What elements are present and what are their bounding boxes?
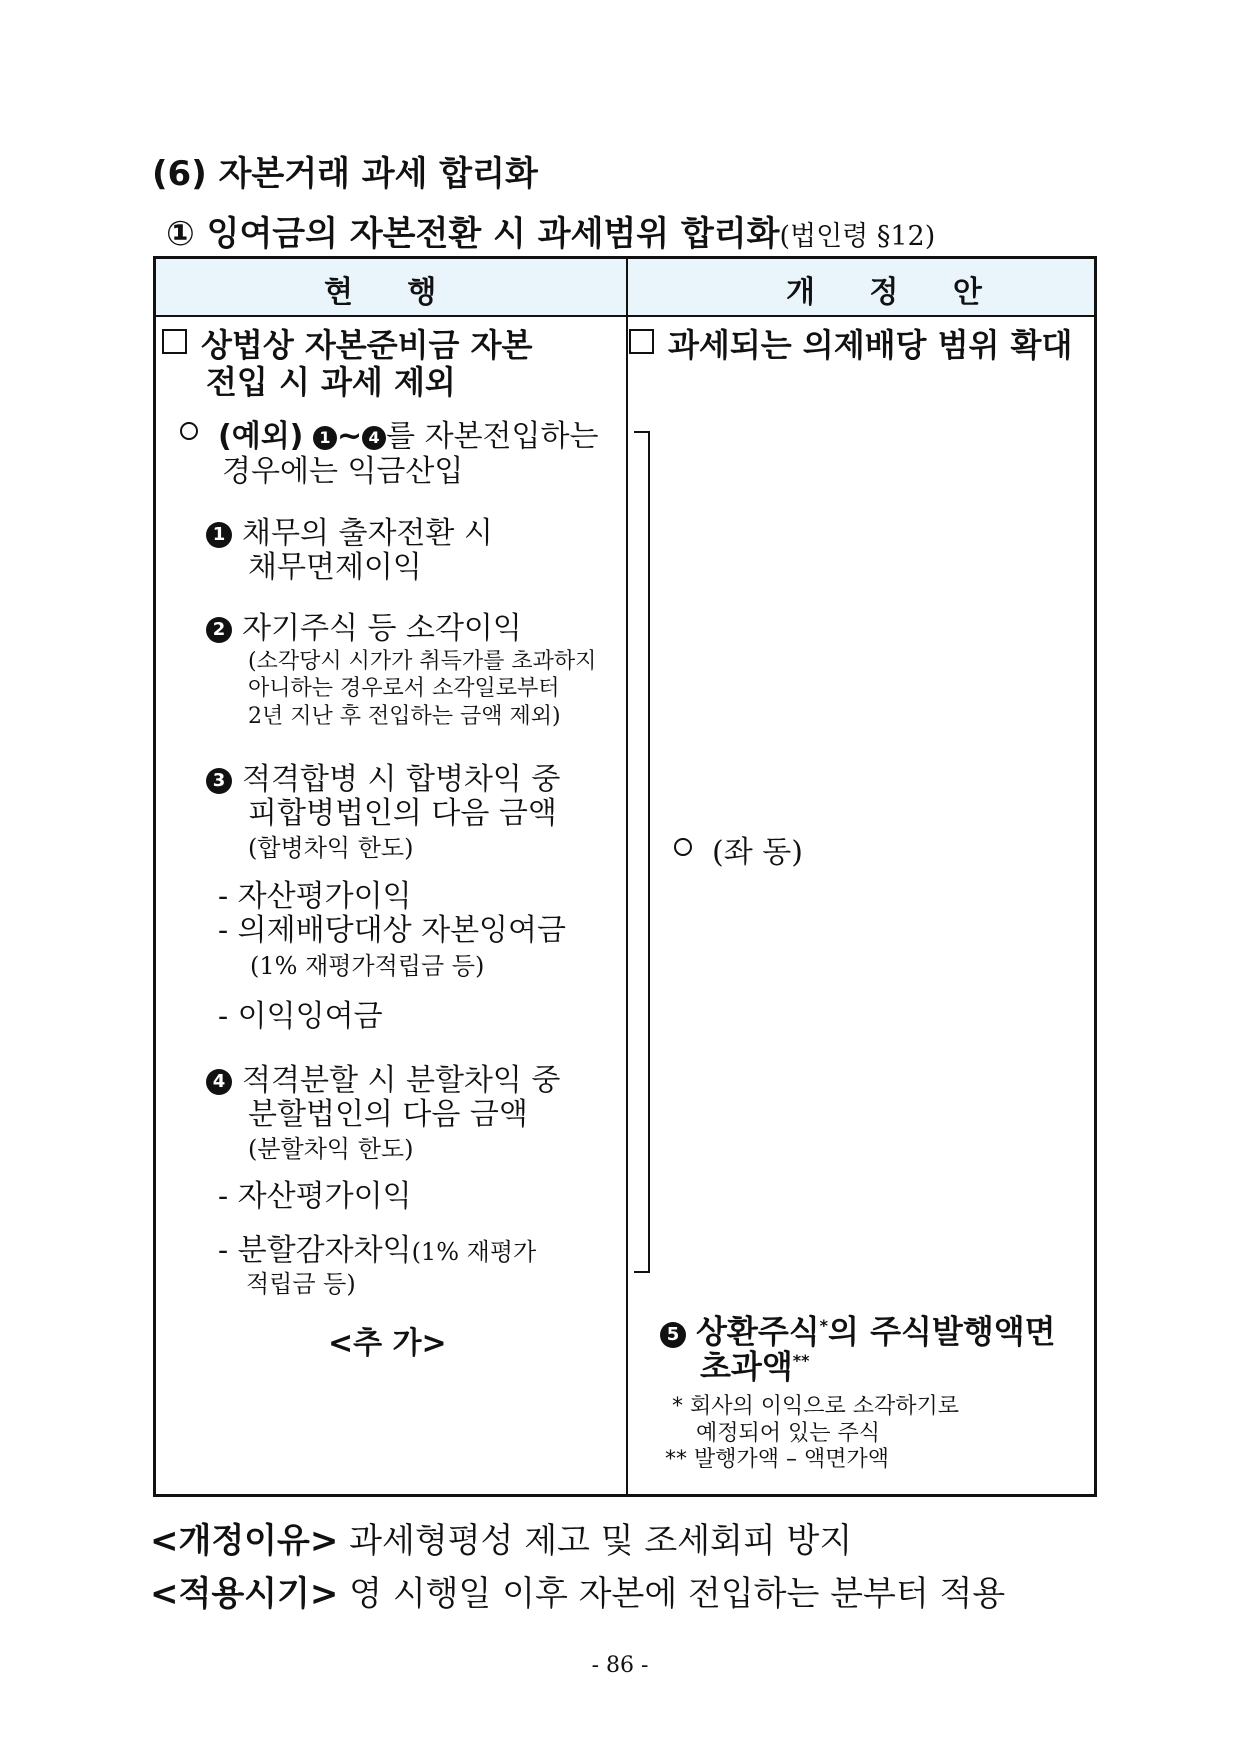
header-proposed: 개 정 안 bbox=[786, 275, 1004, 310]
item3-sub3: - 이익잉여금 bbox=[218, 999, 383, 1034]
subsection-heading bbox=[166, 206, 935, 255]
number-4-icon: 4 bbox=[206, 1069, 232, 1095]
section-heading: (6) 자본거래 과세 합리화 bbox=[152, 154, 538, 194]
item4-sub2-note: (1% 재평가 bbox=[411, 1238, 537, 1266]
table-header bbox=[156, 259, 1094, 317]
checkbox-square-icon bbox=[629, 329, 654, 354]
current-main-item bbox=[162, 327, 532, 364]
item5-line1a: 상환주식 bbox=[696, 1312, 820, 1351]
item1-line2: 채무면제이익 bbox=[248, 550, 422, 585]
item3-limit: (합병차익 한도) bbox=[248, 834, 414, 862]
number-5-icon: 5 bbox=[660, 1322, 686, 1348]
item4-limit: (분할차익 한도) bbox=[248, 1135, 414, 1163]
effective-text: 영 시행일 이후 자본에 전입하는 분부터 적용 bbox=[349, 1574, 1006, 1614]
item5-sup1: * bbox=[819, 1316, 829, 1335]
added-label: <추 가> bbox=[328, 1326, 447, 1361]
header-current: 현 행 bbox=[324, 275, 459, 310]
footnote1-line2: 예정되어 있는 주식 bbox=[696, 1421, 881, 1446]
proposed-main-item bbox=[629, 327, 1072, 364]
number-1-icon: 1 bbox=[313, 426, 337, 450]
item2-note3: 2년 지난 후 전입하는 금액 제외) bbox=[248, 704, 561, 729]
item3 bbox=[206, 763, 560, 797]
item2-line1: 자기주식 등 소각이익 bbox=[242, 611, 522, 646]
number-4-icon: 4 bbox=[362, 426, 386, 450]
effective-tag: <적용시기> bbox=[150, 1574, 339, 1614]
item3-sub1: - 자산평가이익 bbox=[218, 879, 412, 914]
range-bracket bbox=[634, 431, 650, 1273]
exception-prefix: (예외) bbox=[218, 419, 304, 454]
reason-line bbox=[150, 1513, 852, 1562]
item3-sub2: - 의제배당대상 자본잉여금 bbox=[218, 913, 566, 948]
item5-sup2: ** bbox=[792, 1351, 810, 1370]
item2 bbox=[206, 612, 522, 646]
circle-bullet-icon bbox=[180, 422, 198, 440]
item5-line2 bbox=[700, 1342, 809, 1386]
item3-line1: 적격합병 시 합병차익 중 bbox=[242, 762, 561, 797]
exception-text2: 경우에는 익금산입 bbox=[222, 454, 464, 489]
item2-note2: 아니하는 경우로서 소각일로부터 bbox=[248, 676, 560, 701]
item3-line2: 피합병법인의 다음 금액 bbox=[248, 796, 557, 831]
current-main-line2: 전입 시 과세 제외 bbox=[206, 363, 456, 401]
current-main-line1: 상법상 자본준비금 자본 bbox=[201, 326, 533, 364]
proposed-main-text: 과세되는 의제배당 범위 확대 bbox=[668, 326, 1073, 364]
item4-sub2 bbox=[218, 1234, 536, 1268]
column-divider bbox=[626, 259, 628, 1494]
current-exception bbox=[180, 420, 598, 454]
item1 bbox=[206, 517, 493, 551]
reason-tag: <개정이유> bbox=[150, 1521, 339, 1561]
number-3-icon: 3 bbox=[206, 768, 232, 794]
reason-text: 과세형평성 제고 및 조세회피 방지 bbox=[349, 1521, 853, 1561]
item4-line1: 적격분할 시 분할차익 중 bbox=[242, 1063, 561, 1098]
item4-sub2-cont: 적립금 등) bbox=[246, 1270, 356, 1298]
item4 bbox=[206, 1064, 560, 1098]
checkbox-square-icon bbox=[162, 329, 187, 354]
page-number: - 86 - bbox=[591, 1653, 649, 1678]
item1-line1: 채무의 출자전환 시 bbox=[242, 516, 493, 551]
footnote2: ** 발행가액 – 액면가액 bbox=[665, 1447, 889, 1472]
item5-line1b: 의 주식발행액면 bbox=[828, 1312, 1056, 1351]
same-as-left-text: (좌 동) bbox=[712, 835, 803, 870]
proposed-same bbox=[674, 836, 803, 870]
item2-note1: (소각당시 시가가 취득가를 초과하지 bbox=[248, 649, 597, 674]
item5-line2-text: 초과액 bbox=[700, 1347, 793, 1386]
item3-sub2-note: (1% 재평가적립금 등) bbox=[250, 952, 485, 980]
circle-bullet-icon bbox=[674, 838, 692, 856]
footnote1-line1: * 회사의 이익으로 소각하기로 bbox=[672, 1394, 960, 1419]
item4-sub2-text: - 분할감자차익 bbox=[218, 1233, 412, 1268]
exception-text1: 를 자본전입하는 bbox=[386, 419, 599, 454]
effective-line bbox=[150, 1566, 1005, 1615]
legal-reference: (법인령 §12) bbox=[779, 221, 936, 252]
item4-line2: 분할법인의 다음 금액 bbox=[248, 1097, 528, 1132]
item4-sub1: - 자산평가이익 bbox=[218, 1179, 412, 1214]
subsection-title: ① 잉여금의 자본전환 시 과세범위 합리화 bbox=[166, 214, 780, 254]
number-2-icon: 2 bbox=[206, 617, 232, 643]
exception-tilde: ~ bbox=[336, 419, 363, 454]
number-1-icon: 1 bbox=[206, 522, 232, 548]
